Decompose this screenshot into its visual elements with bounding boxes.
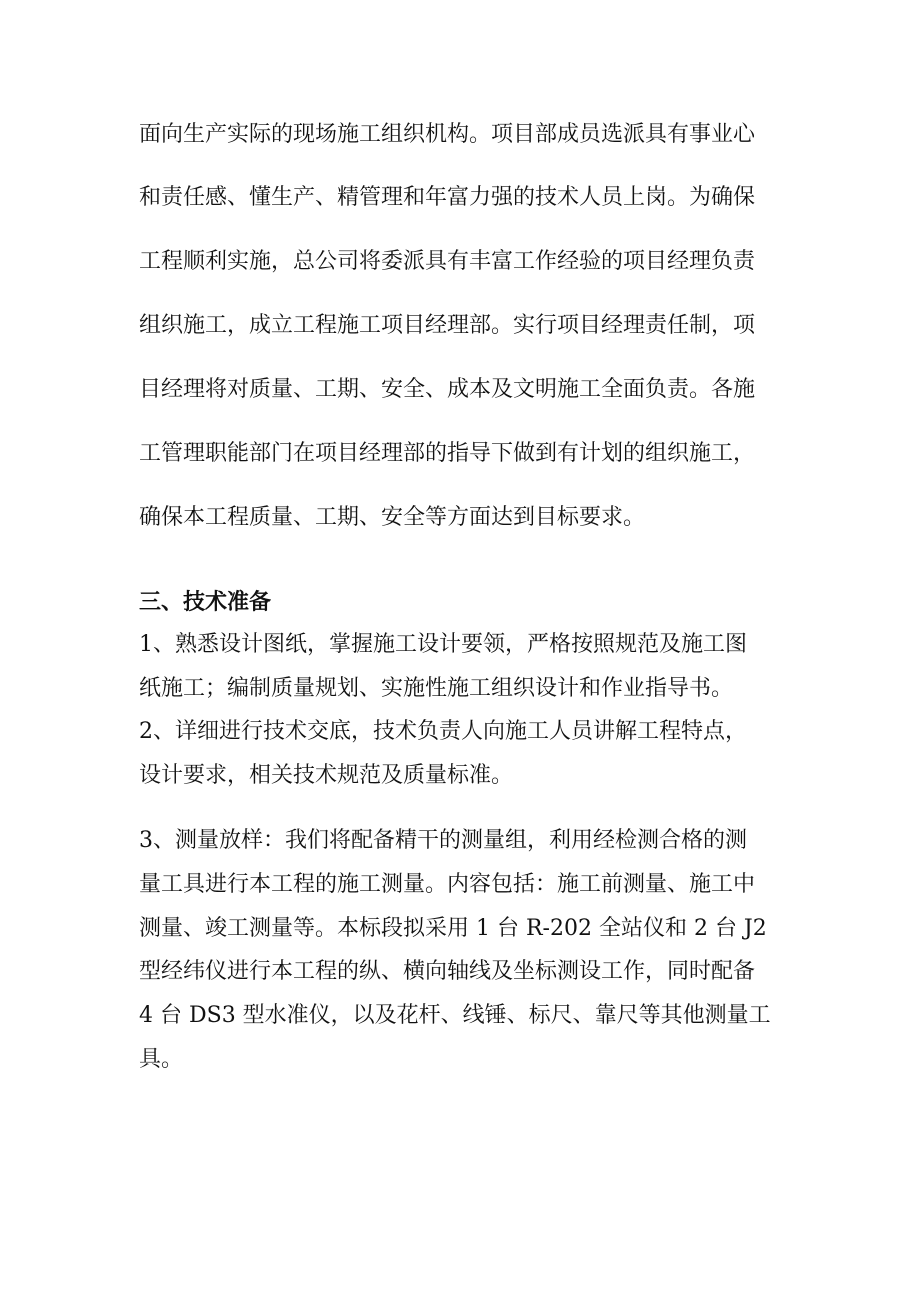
intro-line-7: 确保本工程质量、工期、安全等方面达到目标要求。 [139, 505, 646, 530]
section-line-1: 1、熟悉设计图纸，掌握施工设计要领，严格按照规范及施工图 [139, 632, 747, 657]
section-line-9: 4 台 DS3 型水准仪，以及花杆、线锤、标尺、靠尺等其他测量工 [139, 1003, 771, 1028]
section-line-3: 2、详细进行技术交底，技术负责人向施工人员讲解工程特点， [139, 719, 747, 744]
intro-line-4: 组织施工，成立工程施工项目经理部。实行项目经理责任制，项 [139, 313, 756, 338]
section-line-6: 量工具进行本工程的施工测量。内容包括：施工前测量、施工中 [139, 872, 756, 897]
intro-line-5: 目经理将对质量、工期、安全、成本及文明施工全面负责。各施 [139, 377, 756, 402]
section-line-8: 型经纬仪进行本工程的纵、横向轴线及坐标测设工作，同时配备 [139, 959, 756, 984]
intro-line-1: 面向生产实际的现场施工组织机构。项目部成员选派具有事业心 [139, 122, 756, 147]
intro-line-6: 工管理职能部门在项目经理部的指导下做到有计划的组织施工， [139, 441, 756, 466]
section-line-10: 具。 [139, 1047, 184, 1072]
intro-line-2: 和责任感、懂生产、精管理和年富力强的技术人员上岗。为确保 [139, 185, 756, 210]
section-line-2: 纸施工；编制质量规划、实施性施工组织设计和作业指导书。 [139, 676, 734, 701]
section-line-4: 设计要求，相关技术规范及质量标准。 [139, 763, 514, 788]
section-heading: 三、技术准备 [139, 589, 272, 615]
section-line-5: 3、测量放样：我们将配备精干的测量组，利用经检测合格的测 [139, 828, 747, 853]
section-line-7: 测量、竣工测量等。本标段拟采用 1 台 R-202 全站仪和 2 台 J2 [139, 916, 767, 941]
intro-line-3: 工程顺利实施，总公司将委派具有丰富工作经验的项目经理负责 [139, 249, 756, 274]
